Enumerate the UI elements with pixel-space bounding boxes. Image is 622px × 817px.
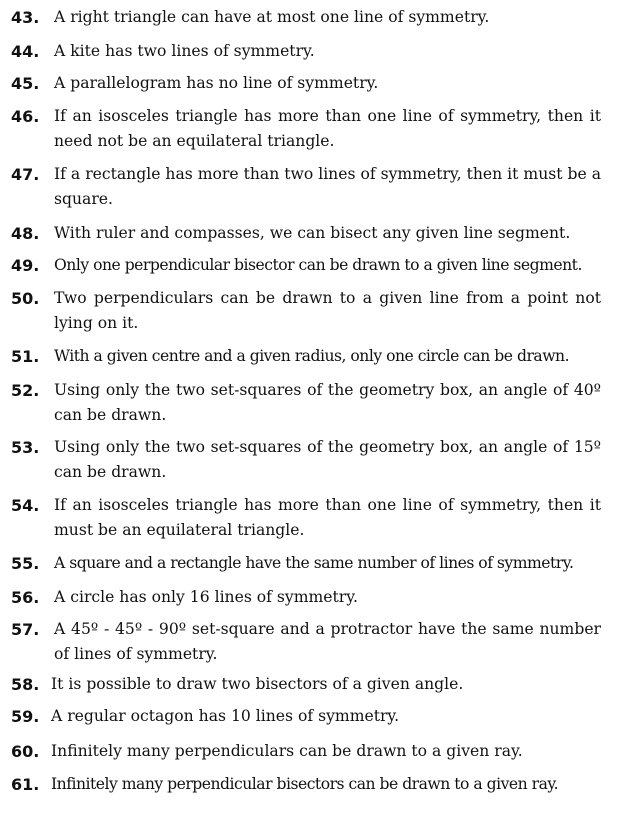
question-text: With a given centre and a given radius, only one circle can be drawn.	[54, 347, 570, 365]
question-text: It is possible to draw two bisectors of a given angle.	[51, 675, 464, 693]
question-number: 54.	[11, 496, 40, 515]
question-number: 52.	[11, 381, 40, 400]
question-text: A right triangle can have at most one line of symmetry.	[54, 8, 490, 26]
question-text: Infinitely many perpendiculars can be drawn to a given ray.	[51, 742, 523, 760]
question-text: Infinitely many perpendicular bisectors can be drawn to a given ray.	[51, 775, 559, 793]
question-text: Using only the two set-squares of the geometry box, an angle of 40º can be drawn.	[54, 381, 601, 424]
question-number: 51.	[11, 347, 40, 366]
question-number: 43.	[11, 8, 40, 27]
question-number: 45.	[11, 74, 40, 93]
question-number: 55.	[11, 554, 40, 573]
question-number: 46.	[11, 107, 40, 126]
question-number: 48.	[11, 224, 40, 243]
question-text: Two perpendiculars can be drawn to a given line from a point not lying on it.	[54, 289, 601, 332]
question-number: 60.	[11, 742, 40, 761]
question-number: 53.	[11, 438, 40, 457]
question-number: 50.	[11, 289, 40, 308]
question-text: A regular octagon has 10 lines of symmetry.	[51, 707, 400, 725]
question-number: 56.	[11, 588, 40, 607]
question-text: If an isosceles triangle has more than one line of symmetry, then it must be an equilateral triangle.	[54, 496, 601, 539]
question-text: A circle has only 16 lines of symmetry.	[54, 588, 358, 606]
question-text: Using only the two set-squares of the geometry box, an angle of 15º can be drawn.	[54, 438, 601, 481]
question-text: If a rectangle has more than two lines of symmetry, then it must be a square.	[54, 165, 601, 208]
question-text: If an isosceles triangle has more than one line of symmetry, then it need not be an equilateral triangle.	[54, 107, 601, 150]
question-text: A kite has two lines of symmetry.	[54, 42, 315, 60]
question-number: 44.	[11, 42, 40, 61]
question-number: 61.	[11, 775, 40, 794]
question-number: 59.	[11, 707, 40, 726]
question-number: 58.	[11, 675, 40, 694]
question-text: A square and a rectangle have the same number of lines of symmetry.	[54, 554, 574, 572]
question-number: 49.	[11, 256, 40, 275]
question-text: A parallelogram has no line of symmetry.	[54, 74, 379, 92]
question-number: 57.	[11, 620, 40, 639]
question-text: With ruler and compasses, we can bisect any given line segment.	[54, 224, 571, 242]
question-number: 47.	[11, 165, 40, 184]
question-text: A 45º - 45º - 90º set-square and a protractor have the same number of lines of symmetry.	[54, 620, 601, 663]
question-text: Only one perpendicular bisector can be drawn to a given line segment.	[54, 256, 582, 274]
